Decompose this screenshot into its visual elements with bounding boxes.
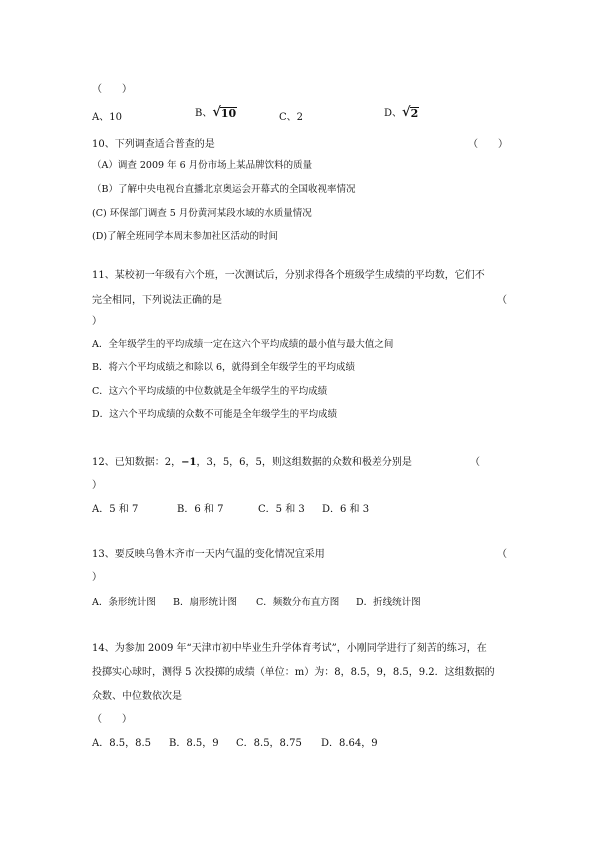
q11-option-b: B．将六个平均成绩之和除以 6，就得到全年级学生的平均成绩 bbox=[92, 362, 356, 373]
q11-paren-open: （ bbox=[497, 295, 507, 306]
q12-paren-close: ） bbox=[92, 480, 102, 491]
q13-option-c: C．频数分布直方图 bbox=[256, 597, 340, 608]
q14-answer-paren: （ ） bbox=[92, 714, 132, 725]
q12-option-d: D．6 和 3 bbox=[322, 504, 370, 515]
q11-stem-line2: 完全相同，下列说法正确的是 bbox=[92, 295, 222, 306]
q12-option-a: A．5 和 7 bbox=[92, 504, 139, 515]
q13-option-a: A．条形统计图 bbox=[92, 597, 156, 608]
q14-stem-line1: 14、为参加 2009 年“天津市初中毕业生升学体育考试”，小刚同学进行了刻苦的练习，在 bbox=[92, 643, 487, 654]
q10-item-a: （A）调查 2009 年 6 月份市场上某品牌饮料的质量 bbox=[92, 160, 313, 171]
q11-option-a: A．全年级学生的平均成绩一定在这六个平均成绩的最小值与最大值之间 bbox=[92, 339, 394, 350]
q13-option-d: D．折线统计图 bbox=[356, 597, 421, 608]
q12-data-negative: −1 bbox=[181, 457, 197, 468]
q14-option-a: A．8.5，8.5 bbox=[92, 738, 152, 749]
q9-answer-paren: （ ） bbox=[92, 84, 132, 95]
q9-option-b-label: B、 bbox=[195, 108, 213, 119]
sqrt-symbol: √ 2 bbox=[402, 105, 419, 120]
q12-paren-open: （ bbox=[470, 457, 480, 468]
q10-stem: 10、下列调查适合普查的是 bbox=[92, 139, 215, 150]
q13-paren-close: ） bbox=[92, 572, 102, 583]
q12-option-c: C．5 和 3 bbox=[258, 504, 305, 515]
q9-option-b bbox=[195, 104, 237, 120]
q12-data-rest: ，3，5，6，5， bbox=[196, 457, 272, 468]
q9-option-c: C、2 bbox=[279, 112, 304, 123]
q12-option-b: B．6 和 7 bbox=[177, 504, 224, 515]
q13-option-b: B．扇形统计图 bbox=[173, 597, 237, 608]
q9-option-d-label: D、 bbox=[384, 108, 403, 119]
q12-stem-pre: 12、已知数据： bbox=[92, 457, 165, 468]
q11-option-d: D．这六个平均成绩的众数不可能是全年级学生的平均成绩 bbox=[92, 409, 338, 420]
q14-option-b: B．8.5，9 bbox=[169, 738, 219, 749]
q11-stem-line1: 11、某校初一年级有六个班，一次测试后，分别求得各个班级学生成绩的平均数，它们不 bbox=[92, 270, 485, 281]
q13-stem: 13、要反映乌鲁木齐市一天内气温的变化情况宜采用 bbox=[92, 549, 325, 560]
q10-item-b: （B）了解中央电视台直播北京奥运会开幕式的全国收视率情况 bbox=[92, 184, 356, 195]
q9-option-b-radicand: 10 bbox=[220, 107, 237, 120]
q11-option-c: C．这六个平均成绩的中位数就是全年级学生的平均成绩 bbox=[92, 386, 328, 397]
q11-paren-close: ） bbox=[92, 316, 102, 327]
q14-stem-line3: 众数、中位数依次是 bbox=[92, 691, 182, 702]
q9-option-a: A、10 bbox=[92, 112, 122, 123]
q14-option-d: D．8.64，9 bbox=[321, 738, 378, 749]
q14-option-c: C．8.5，8.75 bbox=[236, 738, 302, 749]
q9-option-d-radicand: 2 bbox=[410, 107, 419, 120]
q10-item-d: (D)了解全班同学本周末参加社区活动的时间 bbox=[92, 231, 279, 242]
q13-paren-open: （ bbox=[497, 549, 507, 560]
q10-answer-paren: （ ） bbox=[468, 139, 508, 150]
q10-item-c: (C) 环保部门调查 5 月份黄河某段水域的水质量情况 bbox=[92, 208, 312, 219]
q12-stem bbox=[92, 453, 412, 468]
q12-data-first: 2， bbox=[164, 457, 182, 468]
sqrt-symbol: √ 10 bbox=[212, 105, 237, 120]
q14-stem-line2: 投掷实心球时，测得 5 次投掷的成绩（单位：m）为：8，8.5，9，8.5，9.2．这组数据的 bbox=[92, 667, 495, 678]
q12-stem-post: 则这组数据的众数和极差分别是 bbox=[271, 457, 412, 468]
q9-option-d bbox=[384, 104, 419, 120]
